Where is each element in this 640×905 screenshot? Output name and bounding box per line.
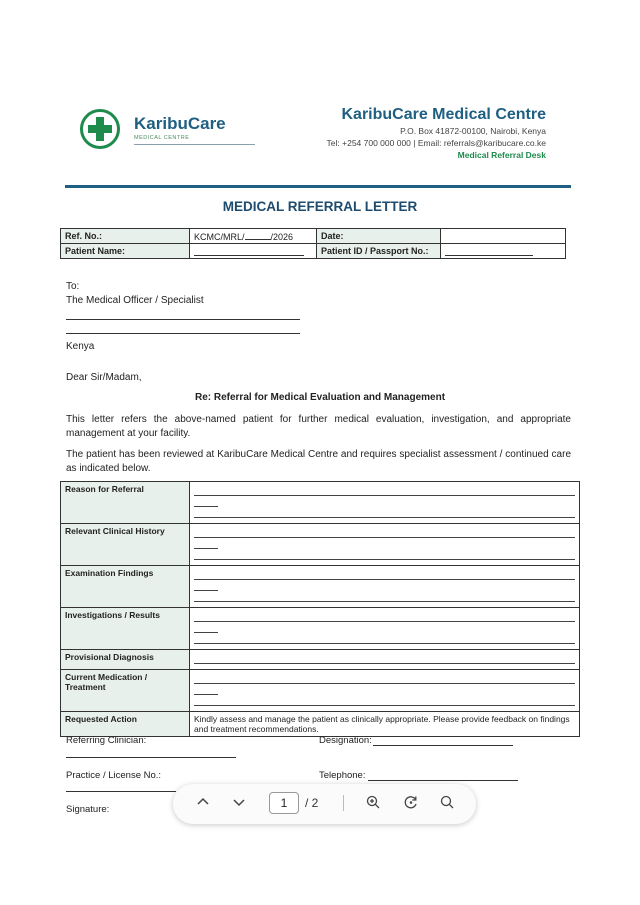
detail-row — [61, 566, 580, 608]
logo-underline — [134, 144, 255, 145]
detail-label: Requested Action — [61, 712, 190, 737]
address-line-2 — [66, 333, 300, 334]
ref-label: Ref. No.: — [61, 229, 190, 244]
subject-line: Re: Referral for Medical Evaluation and Management — [194, 392, 446, 403]
org-name: KaribuCare Medical Centre — [341, 106, 546, 123]
logo-name: KaribuCare — [134, 114, 226, 133]
reference-table — [60, 228, 566, 259]
detail-row — [61, 712, 580, 737]
paragraph-2: The patient has been reviewed at KaribuCare Medical Centre and requires specialist assessment / continued care as indicated below. — [66, 449, 571, 474]
detail-label: Provisional Diagnosis — [61, 650, 190, 670]
to-label: To: — [66, 281, 80, 292]
patient-id-value — [441, 244, 566, 259]
search-icon — [439, 794, 455, 810]
salutation: Dear Sir/Madam, — [66, 372, 142, 383]
page-number-input[interactable]: 1 — [269, 792, 299, 814]
document-title: MEDICAL REFERRAL LETTER — [222, 199, 418, 214]
search-button[interactable] — [437, 794, 457, 814]
org-desk: Medical Referral Desk — [457, 150, 546, 160]
chevron-up-icon — [196, 795, 210, 809]
detail-lines — [190, 566, 580, 608]
toolbar-divider — [343, 795, 344, 811]
telephone-label: Telephone: — [319, 770, 366, 781]
pdf-toolbar — [173, 784, 476, 824]
clinician-line — [66, 757, 236, 758]
org-address: P.O. Box 41872-00100, Nairobi, Kenya — [400, 126, 546, 136]
license-label: Practice / License No.: — [66, 770, 162, 781]
header-divider — [65, 185, 571, 188]
detail-lines — [190, 608, 580, 650]
page-down-button[interactable] — [229, 794, 249, 814]
detail-label: Examination Findings — [61, 566, 190, 608]
chevron-down-icon — [232, 795, 246, 809]
designation-line — [373, 745, 513, 746]
referral-details-table — [60, 481, 580, 737]
ref-value: KCMC/MRL/ /2026 — [190, 229, 317, 244]
patient-name-value — [190, 244, 317, 259]
detail-row — [61, 670, 580, 712]
page-up-button[interactable] — [193, 794, 213, 814]
detail-label: Current Medication / Treatment — [61, 670, 190, 712]
detail-row — [61, 650, 580, 670]
detail-label: Reason for Referral — [61, 482, 190, 524]
detail-row — [61, 524, 580, 566]
detail-label: Relevant Clinical History — [61, 524, 190, 566]
org-contact: Tel: +254 700 000 000 | Email: referrals@karibucare.co.ke — [326, 138, 546, 148]
recipient: The Medical Officer / Specialist — [66, 295, 204, 306]
country: Kenya — [66, 341, 95, 352]
signature-label: Signature: — [66, 804, 110, 815]
date-value — [441, 229, 566, 244]
zoom-in-icon — [365, 794, 381, 810]
zoom-in-button[interactable] — [363, 794, 383, 814]
detail-row — [61, 608, 580, 650]
rotate-button[interactable] — [401, 794, 421, 814]
designation-label: Designation: — [319, 735, 372, 746]
page-total: / 2 — [305, 796, 319, 810]
patient-name-label: Patient Name: — [61, 244, 190, 259]
logo-subtitle: MEDICAL CENTRE — [134, 135, 190, 141]
clinician-label: Referring Clinician: — [66, 735, 147, 746]
requested-action-text: Kindly assess and manage the patient as clinically appropriate. Please provide feedback on findings and treatment recommendations. — [190, 712, 580, 737]
detail-lines — [190, 482, 580, 524]
address-line-1 — [66, 319, 300, 320]
telephone-line — [368, 780, 518, 781]
rotate-icon — [403, 794, 419, 810]
date-label: Date: — [317, 229, 441, 244]
detail-lines — [190, 670, 580, 712]
logo-cross-icon-bar — [88, 125, 112, 133]
detail-row — [61, 482, 580, 524]
detail-lines — [190, 524, 580, 566]
patient-id-label: Patient ID / Passport No.: — [317, 244, 441, 259]
detail-lines — [190, 650, 580, 670]
paragraph-1: This letter refers the above-named patient for further medical evaluation, investigation, and appropriate management at your facility. — [66, 414, 571, 439]
license-line — [66, 791, 176, 792]
detail-label: Investigations / Results — [61, 608, 190, 650]
